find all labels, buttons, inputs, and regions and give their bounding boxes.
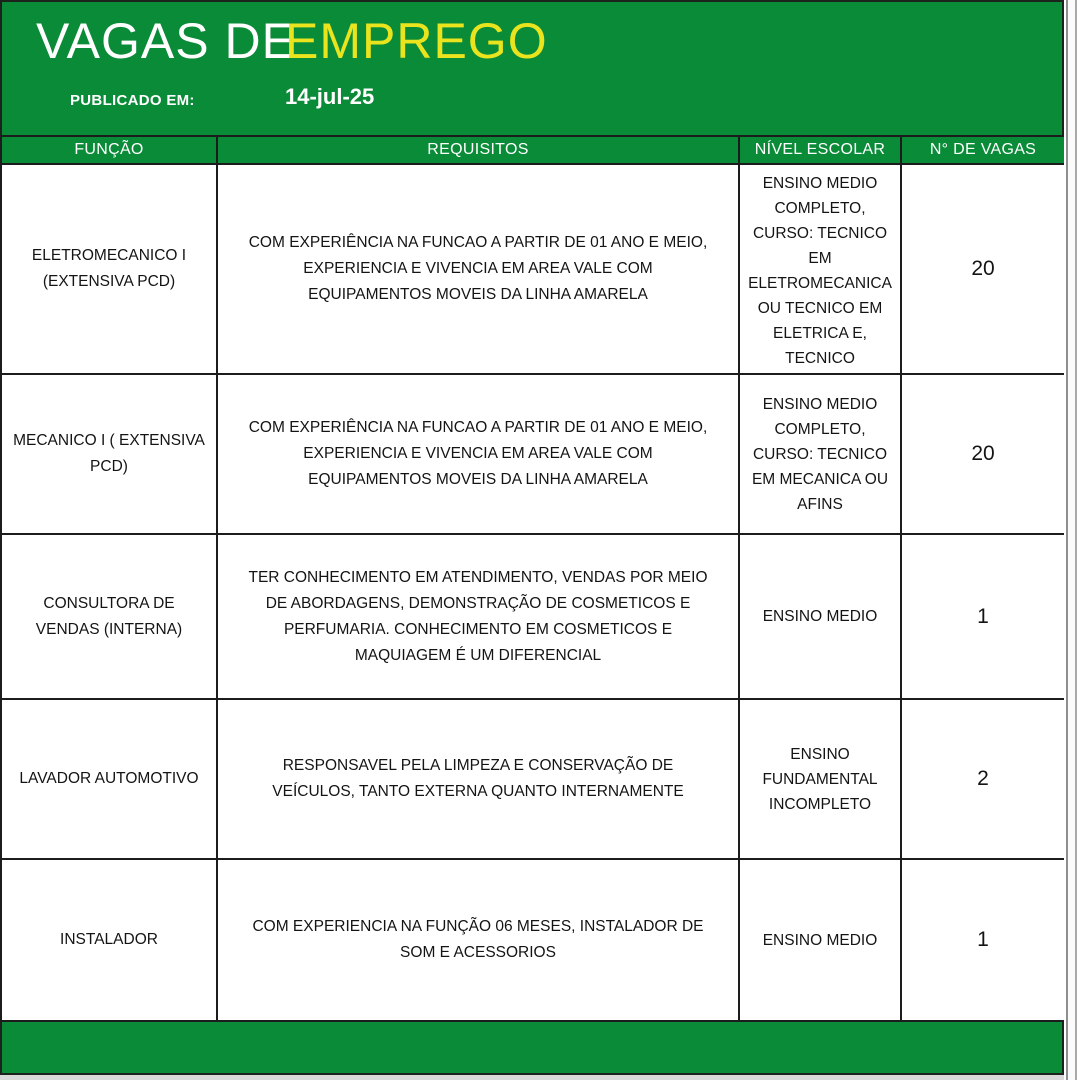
cell-num-vagas: 2 <box>901 699 1065 859</box>
page-title-white: VAGAS DE <box>36 13 296 69</box>
cell-requisitos: COM EXPERIÊNCIA NA FUNCAO A PARTIR DE 01 ANO E MEIO, EXPERIENCIA E VIVENCIA EM AREA VALE COM EQUIPAMENTOS MOVEIS DA LINHA AMARELA <box>217 164 739 374</box>
column-header-nivel-escolar: NÍVEL ESCOLAR <box>739 136 901 164</box>
cell-nivel-escolar: ENSINO MEDIO <box>739 534 901 699</box>
cell-num-vagas: 20 <box>901 374 1065 534</box>
bottom-edge <box>0 1075 1064 1080</box>
table-row <box>1 859 1065 1021</box>
page-edge <box>1064 0 1080 1080</box>
page-title-yellow: EMPREGO <box>285 13 548 69</box>
column-header-requisitos: REQUISITOS <box>217 136 739 164</box>
cell-funcao: ELETROMECANICO I (EXTENSIVA PCD) <box>1 164 217 374</box>
table-row <box>1 699 1065 859</box>
cell-num-vagas: 20 <box>901 164 1065 374</box>
cell-nivel-escolar: ENSINO MEDIO COMPLETO, CURSO: TECNICO EM ELETROMECANICA OU TECNICO EM ELETRICA E, TECNICO <box>739 164 901 374</box>
published-date: 14-jul-25 <box>285 84 375 109</box>
table-row <box>1 374 1065 534</box>
cell-nivel-escolar: ENSINO FUNDAMENTAL INCOMPLETO <box>739 699 901 859</box>
cell-num-vagas: 1 <box>901 534 1065 699</box>
cell-funcao: LAVADOR AUTOMOTIVO <box>1 699 217 859</box>
cell-requisitos: COM EXPERIENCIA NA FUNÇÃO 06 MESES, INSTALADOR DE SOM E ACESSORIOS <box>217 859 739 1021</box>
table-row <box>1 534 1065 699</box>
table-row <box>1 164 1065 374</box>
column-header-funcao: FUNÇÃO <box>1 136 217 164</box>
cell-requisitos: COM EXPERIÊNCIA NA FUNCAO A PARTIR DE 01 ANO E MEIO, EXPERIENCIA E VIVENCIA EM AREA VALE COM EQUIPAMENTOS MOVEIS DA LINHA AMARELA <box>217 374 739 534</box>
cell-nivel-escolar: ENSINO MEDIO COMPLETO, CURSO: TECNICO EM MECANICA OU AFINS <box>739 374 901 534</box>
cell-requisitos: RESPONSAVEL PELA LIMPEZA E CONSERVAÇÃO DE VEÍCULOS, TANTO EXTERNA QUANTO INTERNAMENTE <box>217 699 739 859</box>
cell-funcao: CONSULTORA DE VENDAS (INTERNA) <box>1 534 217 699</box>
jobs-table <box>0 135 1066 1022</box>
cell-requisitos: TER CONHECIMENTO EM ATENDIMENTO, VENDAS POR MEIO DE ABORDAGENS, DEMONSTRAÇÃO DE COSMETICOS E PERFUMARIA. CONHECIMENTO EM COSMETICOS E MAQUIAGEM É UM DIFERENCIAL <box>217 534 739 699</box>
table-header-row <box>1 136 1065 164</box>
cell-funcao: MECANICO I ( EXTENSIVA PCD) <box>1 374 217 534</box>
cell-funcao: INSTALADOR <box>1 859 217 1021</box>
published-label: PUBLICADO EM: <box>70 92 195 109</box>
flyer-header <box>0 0 1064 135</box>
footer-band <box>0 1022 1064 1075</box>
column-header-num-vagas: N° DE VAGAS <box>901 136 1065 164</box>
cell-nivel-escolar: ENSINO MEDIO <box>739 859 901 1021</box>
cell-num-vagas: 1 <box>901 859 1065 1021</box>
